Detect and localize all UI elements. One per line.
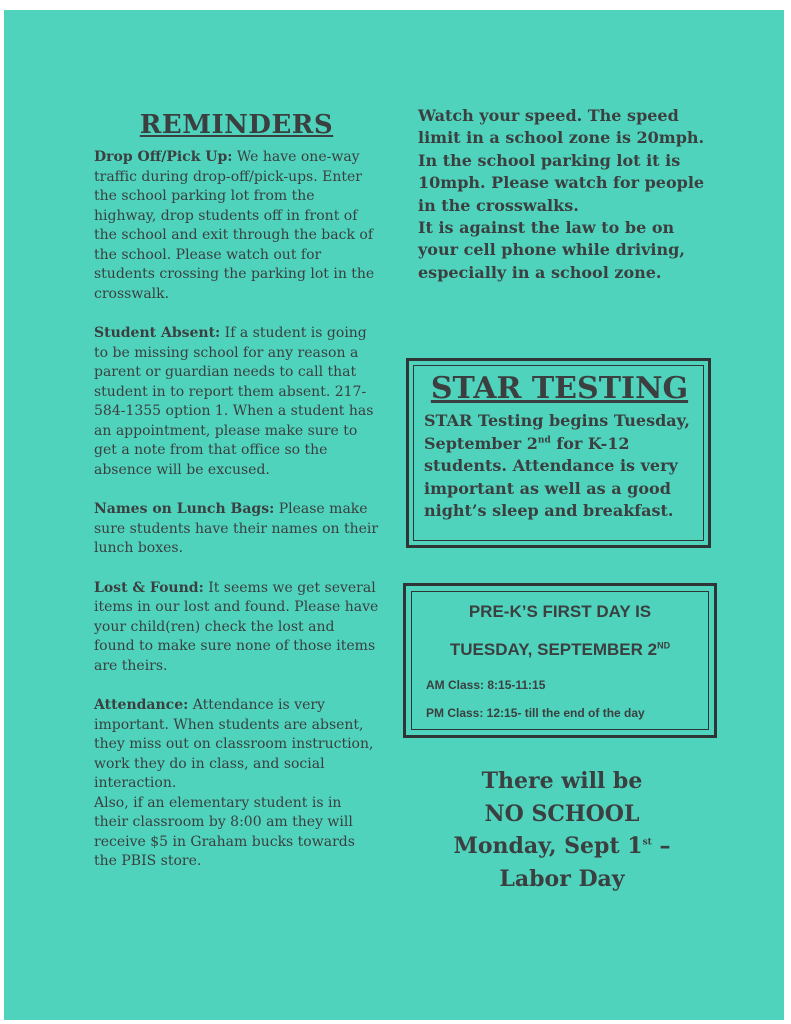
reminders-title: REMINDERS — [139, 110, 334, 140]
reminder-student-absent — [94, 324, 379, 480]
reminder-text-extra: Also, if an elementary student is in their classroom by 8:00 am they will receive $5 in Graham bucks towards the PBIS store. — [94, 794, 355, 869]
reminder-label: Lost & Found: — [94, 579, 204, 596]
no-school-date-dash: – — [651, 833, 671, 859]
flyer-page — [4, 10, 784, 1020]
reminder-text: Attendance is very important. When students are absent, they miss out on classroom instruction, work they do in class, and social interaction. — [94, 697, 374, 791]
reminder-label: Drop Off/Pick Up: — [94, 149, 233, 165]
reminder-drop-off — [94, 148, 379, 304]
star-text-sup: nd — [537, 435, 551, 446]
prek-am-class: AM Class: 8:15-11:15 — [426, 678, 546, 692]
prek-inner-border — [411, 591, 709, 730]
reminder-attendance — [94, 696, 379, 872]
reminder-label: Attendance: — [94, 697, 189, 713]
prek-date — [412, 640, 708, 660]
star-testing-box — [406, 358, 711, 548]
no-school-line: There will be — [481, 768, 643, 794]
star-testing-text — [424, 410, 695, 523]
no-school-date-sup: st — [642, 837, 652, 848]
reminder-text: It seems we get several items in our lost and found. Please have your child(ren) check the lost and found to make sure none of those items are theirs. — [94, 579, 379, 674]
reminders-column — [94, 110, 379, 892]
reminder-text: Please make sure students have their names on their lunch boxes. — [94, 501, 379, 556]
star-testing-inner-border — [413, 365, 704, 541]
star-text-part: for K-12 students. Attendance is very important as well as a good night’s sleep and breakfast. — [424, 433, 678, 520]
reminder-label: Names on Lunch Bags: — [94, 501, 275, 517]
star-testing-title: STAR TESTING — [430, 371, 689, 406]
no-school-line: Labor Day — [499, 865, 625, 892]
cell-phone-paragraph: It is against the law to be on your cell phone while driving, especially in a school zone. — [418, 218, 685, 282]
no-school-line: NO SCHOOL — [484, 800, 640, 827]
no-school-date — [406, 830, 718, 863]
reminder-lunch-bags — [94, 500, 379, 559]
speed-notice — [418, 105, 708, 284]
reminder-label: Student Absent: — [94, 325, 221, 341]
prek-first-day-box — [403, 583, 717, 738]
no-school-date-text: Monday, Sept 1 — [453, 833, 643, 859]
reminder-text: If a student is going to be missing school for any reason a parent or guardian needs to call that student in to report them absent. 217-584-1355 option 1. When a student has an appointment, please make sure to get a note from that office so the absence will be excused. — [94, 325, 374, 478]
prek-date-text: TUESDAY, SEPTEMBER 2 — [449, 640, 658, 659]
prek-pm-class: PM Class: 12:15- till the end of the day — [426, 706, 645, 720]
no-school-notice — [406, 765, 718, 895]
speed-paragraph: Watch your speed. The speed limit in a school zone is 20mph. In the school parking lot it is 10mph. Please watch for people in the crosswalks. — [418, 106, 705, 215]
prek-date-sup: ND — [657, 640, 671, 651]
star-text-part: STAR Testing begins Tuesday, September 2 — [424, 411, 690, 453]
reminder-lost-found — [94, 579, 379, 677]
prek-heading: PRE-K’S FIRST DAY IS — [468, 602, 652, 621]
reminder-text: We have one-way traffic during drop-off/pick-ups. Enter the school parking lot from the highway, drop students off in front of the school and exit through the back of the school. Please watch out for students crossing the parking lot in the crosswalk. — [94, 149, 375, 302]
